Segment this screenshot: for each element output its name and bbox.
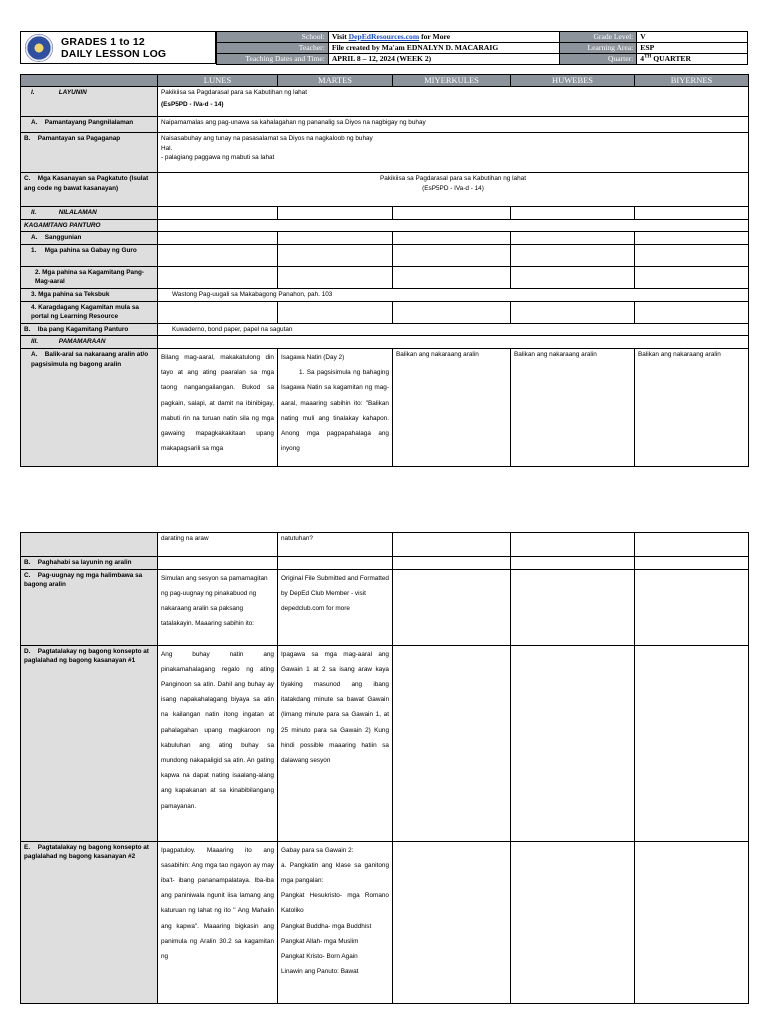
day-header-lunes: LUNES <box>158 75 278 87</box>
row-label-kagamitan: KAGAMITANG PANTURO <box>21 219 158 232</box>
row-label-paguugnay: C. Pag-uugnay ng mga halimbawa sa bagong aralin <box>21 569 158 645</box>
teacher-value: File created by Ma'am EDNALYN D. MACARAIG <box>328 43 560 54</box>
row-label-balik-aral: A. Balik-aral sa nakaraang aralin at/o pagsisimula ng bagong aralin <box>21 348 158 466</box>
blank-header <box>21 75 158 87</box>
lesson-log-page-1 <box>0 0 768 470</box>
paguugnay-lunes: Simulan ang sesyon sa pamamagitan ng pag-uugnay ng pinakabuod ng nakaraang aralin sa paksang tatalakayin. Maaaring sabihin ito: <box>158 569 278 645</box>
continued-lunes: darating na araw <box>158 533 278 557</box>
row-label-pagtatalakay-1: D. Pagtatalakay ng bagong konsepto at paglalahad ng bagong kasanayan #1 <box>21 645 158 841</box>
balik-aral-miyerkules: Balikan ang nakaraang aralin <box>393 348 511 466</box>
table-row <box>21 232 749 245</box>
info-table <box>216 31 748 65</box>
row-label-paghahabi: B. Paghahabi sa layunin ng aralin <box>21 557 158 570</box>
teksbuk-cell: Wastong Pag-uugali sa Makabagong Panahon, pah. 103 <box>158 288 749 301</box>
table-row <box>21 219 749 232</box>
row-label-pamantayang-pangnilalaman: A. Pamantayang Pangnilalaman <box>21 117 158 133</box>
table-row <box>21 288 749 301</box>
table-row <box>21 323 749 336</box>
teacher-label: Teacher: <box>217 43 329 54</box>
day-header-martes: MARTES <box>278 75 393 87</box>
grade-level-label: Grade Level: <box>560 32 637 43</box>
day-header-huwebes: HUWEBES <box>511 75 635 87</box>
row-label-teksbuk: 3. Mga pahina sa Teksbuk <box>21 288 158 301</box>
quarter-value: 4TH QUARTER <box>637 54 748 65</box>
table-row <box>21 348 749 466</box>
table-row <box>21 117 749 133</box>
layunin-cell: Pakikiisa sa Pagdarasal para sa Kabutihan ng lahat (EsP5PD - IVa-d - 14) <box>158 87 749 117</box>
title-block <box>20 31 216 64</box>
page-title: GRADES 1 to 12 DAILY LESSON LOG <box>61 36 167 60</box>
table-row <box>21 301 749 323</box>
table-row <box>21 244 749 266</box>
balik-aral-lunes: Bilang mag-aaral, makakatulong din tayo at ang ating paaralan sa mga taong nangangailangan. Bukod sa pagkain, salapi, at damit na ibinibigay, mabuti rin na turuan natin sila ng mga gawaing mapagkakakitaan upang makapagsarili sa mga <box>158 348 278 466</box>
table-row <box>21 533 749 557</box>
iba-pang-kagamitan-cell: Kuwaderno, bond paper, papel na sagutan <box>158 323 749 336</box>
continued-martes: natutuhan? <box>278 533 393 557</box>
school-label: School: <box>217 32 329 43</box>
table-row <box>21 266 749 288</box>
day-header-row <box>21 75 749 87</box>
pagtatalakay-1-martes: Ipagawa sa mga mag-aaral ang Gawain 1 at 2 sa isang araw kaya tiyaking masunod ang ibang itatakdang minute sa bawat Gawain (limang minute para sa Gawain 1, at 25 minuto para sa Gawain 2) Kung hindi possible maaaring hatiin sa dalawang sesyon <box>278 645 393 841</box>
header <box>20 31 748 64</box>
page-gap <box>0 470 768 532</box>
table-row <box>21 569 749 645</box>
learning-area-label: Learning Area: <box>560 43 637 54</box>
pagtatalakay-2-martes: Gabay para sa Gawain 2: a. Pangkatin ang klase sa ganitong mga pangalan: Pangkat Hesukristo- mga Romano Katoliko Pangkat Buddha- mga Buddhist Pangkat Allah- mga Muslim Pangkat Kristo- Born Again Linawin ang Panuto: Bawat <box>278 841 393 1003</box>
pamantayang-pangnilalaman-cell: Naipamamalas ang pag-unawa sa kahalagahan ng pananalig sa Diyos na nagbigay ng buhay <box>158 117 749 133</box>
row-label-karagdagang-kagamitan: 4. Karagdagang Kagamitan mula sa portal ng Learning Resource <box>21 301 158 323</box>
table-row <box>21 173 749 207</box>
balik-aral-martes: Isagawa Natin (Day 2) 1. Sa pagsisimula ng bahaging Isagawa Natin sa kagamitan ng mag-aaral, maaaring sabihin ito: "Balikan nating muli ang tinalakay kahapon. Anong mga pagpapahalaga ang inyong <box>278 348 393 466</box>
table-row <box>21 133 749 173</box>
table-row <box>21 336 749 349</box>
row-label-sanggunian: A. Sanggunian <box>21 232 158 245</box>
row-label-kagamitang-pang-mag-aaral: 2. Mga pahina sa Kagamitang Pang-Mag-aaral <box>21 266 158 288</box>
row-label-gabay-ng-guro: 1. Mga pahina sa Gabay ng Guro <box>21 244 158 266</box>
row-label-pamantayan-pagganap: B. Pamantayan sa Pagaganap <box>21 133 158 173</box>
balik-aral-huwebes: Balikan ang nakaraang aralin <box>511 348 635 466</box>
dates-value: APRIL 8 – 12, 2024 (WEEK 2) <box>328 54 560 65</box>
pagtatalakay-2-lunes: Ipagpatuloy. Maaaring ito ang sasabihin: Ang mga tao ngayon ay may iba't- ibang pananampalataya. Iba-iba ang paniniwala ngunit iisa lamang ang katuruan ng lahat ng ito " Ang Mahalin ang kapwa". Maaaring bigkasin ang panimula ng Aralin 30.2 sa kagamitan ng <box>158 841 278 1003</box>
row-label-layunin: I. LAYUNIN <box>21 87 158 117</box>
row-label-nilalaman: II. NILALAMAN <box>21 207 158 220</box>
kasanayan-cell: Pakikiisa sa Pagdarasal para sa Kabutihan ng lahat (EsP5PD - IVa-d - 14) <box>158 173 749 207</box>
row-label-pamamaraan: III. PAMAMARAAN <box>21 336 158 349</box>
grade-level-value: V <box>637 32 748 43</box>
pagtatalakay-1-lunes: Ang buhay natin ang pinakamahalagang regalo ng ating Panginoon sa atin. Dahil ang buhay ay isang napakahalagang biyaya sa atin na kailangan natin itong ingatan at pahalagahan upang magkaroon ng kabuluhan ang ating buhay sa mundong nakapaligid sa atin. An gating kapwa na dapat nating isaalang-alang ang kapakanan at sa kinabibilangang pamayanan. <box>158 645 278 841</box>
quarter-label: Quarter: <box>560 54 637 65</box>
deped-seal-icon <box>25 34 53 62</box>
balik-aral-biyernes: Balikan ang nakaraang aralin <box>635 348 749 466</box>
lesson-table <box>20 74 749 467</box>
table-row <box>21 87 749 117</box>
pamantayan-pagganap-cell: Naisasabuhay ang tunay na pasasalamat sa Diyos na nagkaloob ng buhay Hal. - palagiang paggawa ng mabuti sa lahat <box>158 133 749 173</box>
row-label-pagtatalakay-2: E. Pagtatalakay ng bagong konsepto at paglalahad ng bagong kasanayan #2 <box>21 841 158 1003</box>
table-row <box>21 841 749 1003</box>
lesson-log-page-2 <box>0 532 768 1024</box>
day-header-miyerkules: MIYERKULES <box>393 75 511 87</box>
learning-area-value: ESP <box>637 43 748 54</box>
school-value: Visit DepEdResources.com for More <box>328 32 560 43</box>
table-row <box>21 645 749 841</box>
lesson-table-continued <box>20 532 749 1004</box>
paguugnay-martes: Original File Submitted and Formatted by DepEd Club Member - visit depedclub.com for more <box>278 569 393 645</box>
depedresources-link[interactable]: DepEdResources.com <box>348 32 420 41</box>
day-header-biyernes: BIYERNES <box>635 75 749 87</box>
row-label-iba-pang-kagamitan: B. Iba pang Kagamitang Panturo <box>21 323 158 336</box>
table-row <box>21 207 749 220</box>
table-row <box>21 557 749 570</box>
row-label-kasanayan: C. Mga Kasanayan sa Pagkatuto (Isulat ang code ng bawat kasanayan) <box>21 173 158 207</box>
dates-label: Teaching Dates and Time: <box>217 54 329 65</box>
